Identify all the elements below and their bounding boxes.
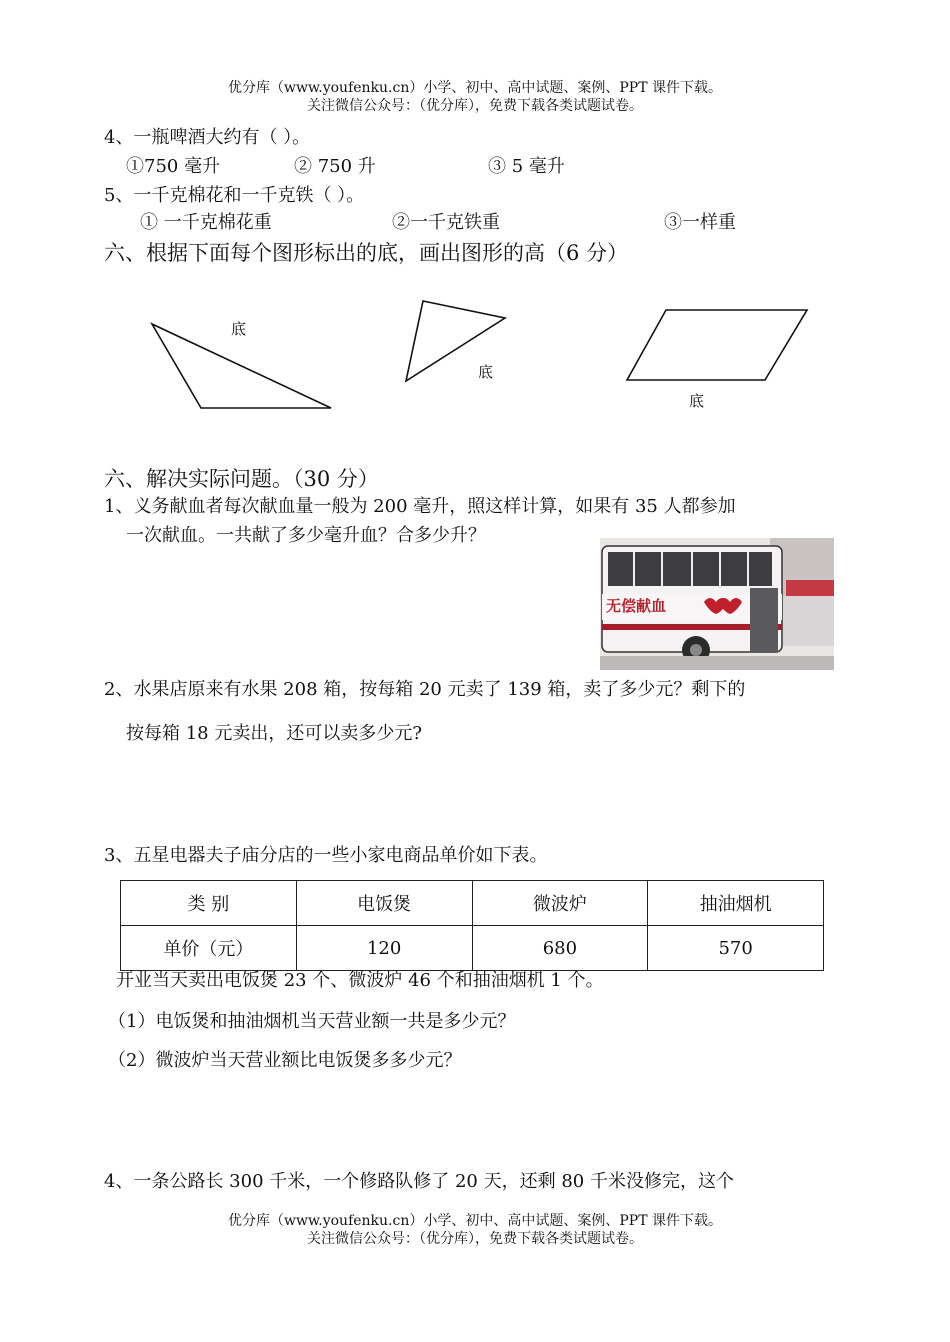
table-header-cell: 抽油烟机 (648, 881, 824, 926)
question-4-option-2: ② 750 升 (294, 156, 376, 177)
question-5-stem: 5、一千克棉花和一千克铁（ ）。 (104, 185, 365, 206)
table-header-cell: 电饭煲 (296, 881, 472, 926)
base-label-parallelogram: 底 (689, 392, 705, 410)
problem-1-line-1: 1、义务献血者每次献血量一般为 200 毫升，照这样计算，如果有 35 人都参加 (104, 496, 736, 517)
table-cell: 单价（元） (121, 926, 297, 971)
shapes-figure (0, 0, 950, 430)
question-4-stem: 4、一瓶啤酒大约有（ ）。 (104, 127, 311, 148)
price-table (120, 880, 824, 971)
problem-3-line-2: 开业当天卖出电饭煲 23 个、微波炉 46 个和抽油烟机 1 个。 (116, 970, 604, 991)
problem-2-line-1: 2、水果店原来有水果 208 箱，按每箱 20 元卖了 139 箱，卖了多少元？剩下的 (104, 679, 746, 700)
blood-donation-bus-photo (600, 538, 834, 670)
question-4-option-3: ③ 5 毫升 (488, 156, 565, 177)
table-cell: 680 (472, 926, 648, 971)
table-header-row (121, 881, 824, 926)
parallelogram (627, 310, 807, 380)
question-5-option-2: ②一千克铁重 (392, 212, 500, 233)
header-line-1: 优分库（www.youfenku.cn）小学、初中、高中试题、案例、PPT 课件下载。 (227, 80, 722, 96)
problem-2-line-2: 按每箱 18 元卖出，还可以卖多少元? (126, 723, 422, 744)
table-cell: 120 (296, 926, 472, 971)
section-6-title: 六、根据下面每个图形标出的底，画出图形的高（6 分） (104, 241, 629, 265)
header-line-2: 关注微信公众号：（优分库），免费下载各类试题试卷。 (307, 98, 643, 114)
question-5-option-3: ③一样重 (664, 212, 736, 233)
problem-3-sub-2: （2）微波炉当天营业额比电饭煲多多少元？ (108, 1050, 462, 1071)
footer-line-2: 关注微信公众号：（优分库），免费下载各类试题试卷。 (307, 1231, 643, 1247)
question-5-option-1: ① 一千克棉花重 (140, 212, 272, 233)
base-label-triangle-1: 底 (231, 320, 247, 338)
problem-4-line-1: 4、一条公路长 300 千米，一个修路队修了 20 天，还剩 80 千米没修完，这个 (104, 1171, 734, 1192)
table-row (121, 926, 824, 971)
table-header-cell: 微波炉 (472, 881, 648, 926)
base-label-triangle-2: 底 (478, 363, 494, 381)
footer-line-1: 优分库（www.youfenku.cn）小学、初中、高中试题、案例、PPT 课件下载。 (227, 1213, 722, 1229)
table-header-cell: 类 别 (121, 881, 297, 926)
problem-1-line-2: 一次献血。一共献了多少毫升血？合多少升？ (126, 525, 486, 546)
bus-sign: 无偿献血 (606, 597, 667, 615)
problem-3-line-1: 3、五星电器夫子庙分店的一些小家电商品单价如下表。 (104, 845, 548, 866)
question-4-option-1: ①750 毫升 (126, 156, 221, 177)
table-cell: 570 (648, 926, 824, 971)
problem-3-sub-1: （1）电饭煲和抽油烟机当天营业额一共是多少元？ (108, 1011, 516, 1032)
section-7-title: 六、解决实际问题。（30 分） (104, 467, 379, 491)
